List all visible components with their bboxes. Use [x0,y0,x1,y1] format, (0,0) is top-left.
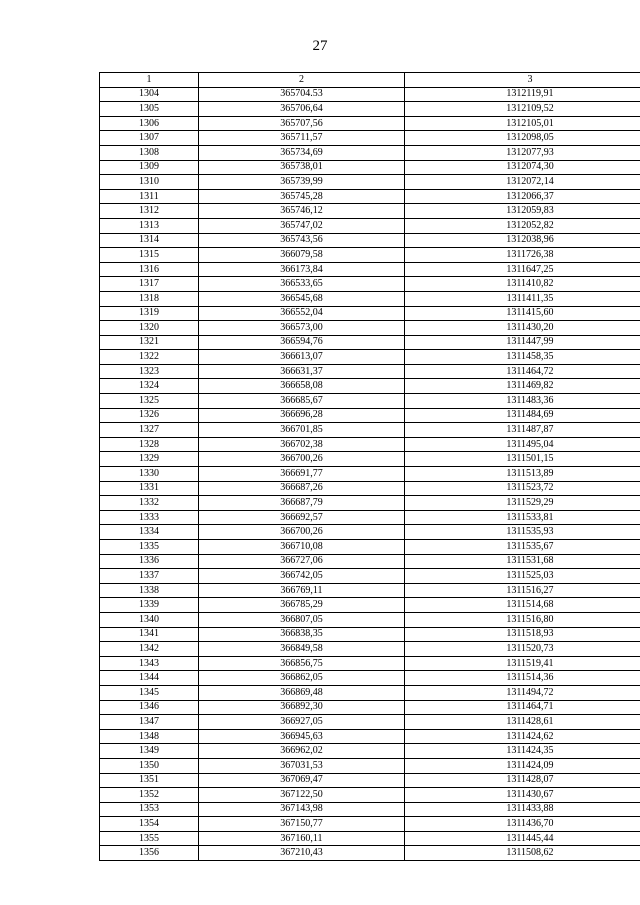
y-coordinate-cell: 1311458,35 [405,350,640,365]
x-coordinate-cell: 365734,69 [199,145,405,160]
y-coordinate-cell: 1311430,67 [405,788,640,803]
table-row [100,423,640,438]
y-coordinate-cell: 1312074,30 [405,160,640,175]
point-number-cell: 1355 [100,831,199,846]
point-number-cell: 1311 [100,189,199,204]
point-number-cell: 1319 [100,306,199,321]
table-row [100,525,640,540]
point-number-cell: 1317 [100,277,199,292]
table-row [100,350,640,365]
y-coordinate-cell: 1312109,52 [405,102,640,117]
x-coordinate-cell: 365711,57 [199,131,405,146]
y-coordinate-cell: 1311518,93 [405,627,640,642]
point-number-cell: 1309 [100,160,199,175]
table-row [100,160,640,175]
point-number-cell: 1316 [100,262,199,277]
point-number-cell: 1344 [100,671,199,686]
y-coordinate-cell: 1312105,01 [405,116,640,131]
table-row [100,131,640,146]
point-number-cell: 1327 [100,423,199,438]
x-coordinate-cell: 366173,84 [199,262,405,277]
x-coordinate-cell: 365743,56 [199,233,405,248]
point-number-cell: 1307 [100,131,199,146]
y-coordinate-cell: 1311494,72 [405,685,640,700]
table-row [100,715,640,730]
point-number-cell: 1353 [100,802,199,817]
x-coordinate-cell: 366692,57 [199,510,405,525]
table-row [100,729,640,744]
table-row [100,218,640,233]
y-coordinate-cell: 1312066,37 [405,189,640,204]
point-number-cell: 1334 [100,525,199,540]
column-header-2: 2 [199,73,405,88]
x-coordinate-cell: 366769,11 [199,583,405,598]
table-row [100,744,640,759]
point-number-cell: 1339 [100,598,199,613]
x-coordinate-cell: 366573,00 [199,321,405,336]
table-row [100,831,640,846]
table-row [100,204,640,219]
y-coordinate-cell: 1311424,62 [405,729,640,744]
point-number-cell: 1322 [100,350,199,365]
table-row [100,627,640,642]
x-coordinate-cell: 366807,05 [199,612,405,627]
point-number-cell: 1313 [100,218,199,233]
point-number-cell: 1342 [100,642,199,657]
point-number-cell: 1326 [100,408,199,423]
table-row [100,335,640,350]
table-body [100,87,640,860]
x-coordinate-cell: 366862,05 [199,671,405,686]
point-number-cell: 1304 [100,87,199,102]
table-row [100,700,640,715]
point-number-cell: 1349 [100,744,199,759]
y-coordinate-cell: 1311424,35 [405,744,640,759]
point-number-cell: 1321 [100,335,199,350]
y-coordinate-cell: 1311464,72 [405,364,640,379]
table-row [100,583,640,598]
point-number-cell: 1318 [100,291,199,306]
x-coordinate-cell: 366892,30 [199,700,405,715]
y-coordinate-cell: 1311514,68 [405,598,640,613]
y-coordinate-cell: 1311514,36 [405,671,640,686]
x-coordinate-cell: 365704.53 [199,87,405,102]
y-coordinate-cell: 1311647,25 [405,262,640,277]
y-coordinate-cell: 1311726,38 [405,248,640,263]
column-header-3: 3 [405,73,640,88]
x-coordinate-cell: 366785,29 [199,598,405,613]
point-number-cell: 1330 [100,467,199,482]
table-row [100,788,640,803]
y-coordinate-cell: 1311415,60 [405,306,640,321]
x-coordinate-cell: 366687,79 [199,496,405,511]
y-coordinate-cell: 1311428,07 [405,773,640,788]
x-coordinate-cell: 366869,48 [199,685,405,700]
x-coordinate-cell: 365746,12 [199,204,405,219]
point-number-cell: 1328 [100,437,199,452]
x-coordinate-cell: 366849,58 [199,642,405,657]
table-row [100,277,640,292]
y-coordinate-cell: 1311483,36 [405,394,640,409]
y-coordinate-cell: 1311445,44 [405,831,640,846]
x-coordinate-cell: 366613,07 [199,350,405,365]
table-row [100,291,640,306]
y-coordinate-cell: 1311501,15 [405,452,640,467]
y-coordinate-cell: 1312098,05 [405,131,640,146]
point-number-cell: 1354 [100,817,199,832]
y-coordinate-cell: 1312038,96 [405,233,640,248]
x-coordinate-cell: 366545,68 [199,291,405,306]
x-coordinate-cell: 366710,08 [199,540,405,555]
table-row [100,612,640,627]
x-coordinate-cell: 367143,98 [199,802,405,817]
x-coordinate-cell: 366962,02 [199,744,405,759]
point-number-cell: 1351 [100,773,199,788]
point-number-cell: 1325 [100,394,199,409]
x-coordinate-cell: 366696,28 [199,408,405,423]
point-number-cell: 1310 [100,175,199,190]
y-coordinate-cell: 1312077,93 [405,145,640,160]
y-coordinate-cell: 1312059,83 [405,204,640,219]
point-number-cell: 1312 [100,204,199,219]
y-coordinate-cell: 1312072,14 [405,175,640,190]
x-coordinate-cell: 366701,85 [199,423,405,438]
x-coordinate-cell: 365738,01 [199,160,405,175]
y-coordinate-cell: 1311436,70 [405,817,640,832]
y-coordinate-cell: 1311513,89 [405,467,640,482]
y-coordinate-cell: 1311529,29 [405,496,640,511]
table-row [100,846,640,861]
point-number-cell: 1305 [100,102,199,117]
table-row [100,671,640,686]
table-row [100,598,640,613]
y-coordinate-cell: 1312119,91 [405,87,640,102]
y-coordinate-cell: 1311464,71 [405,700,640,715]
point-number-cell: 1340 [100,612,199,627]
x-coordinate-cell: 366700,26 [199,525,405,540]
x-coordinate-cell: 367160,11 [199,831,405,846]
table-row [100,642,640,657]
table-row [100,481,640,496]
x-coordinate-cell: 366838,35 [199,627,405,642]
y-coordinate-cell: 1311469,82 [405,379,640,394]
y-coordinate-cell: 1311516,80 [405,612,640,627]
y-coordinate-cell: 1311531,68 [405,554,640,569]
table-row [100,116,640,131]
point-number-cell: 1306 [100,116,199,131]
y-coordinate-cell: 1311428,61 [405,715,640,730]
point-number-cell: 1338 [100,583,199,598]
table-row [100,233,640,248]
y-coordinate-cell: 1311535,93 [405,525,640,540]
y-coordinate-cell: 1311495,04 [405,437,640,452]
table-row [100,87,640,102]
table-row [100,145,640,160]
x-coordinate-cell: 366700,26 [199,452,405,467]
coordinates-table [99,72,640,861]
table-row [100,189,640,204]
point-number-cell: 1346 [100,700,199,715]
y-coordinate-cell: 1311533,81 [405,510,640,525]
point-number-cell: 1324 [100,379,199,394]
point-number-cell: 1308 [100,145,199,160]
x-coordinate-cell: 366702,38 [199,437,405,452]
y-coordinate-cell: 1311519,41 [405,656,640,671]
table-row [100,773,640,788]
table-row [100,262,640,277]
point-number-cell: 1356 [100,846,199,861]
table-row [100,510,640,525]
point-number-cell: 1323 [100,364,199,379]
table-row [100,248,640,263]
y-coordinate-cell: 1311411,35 [405,291,640,306]
table-row [100,569,640,584]
y-coordinate-cell: 1312052,82 [405,218,640,233]
table-row [100,540,640,555]
point-number-cell: 1333 [100,510,199,525]
y-coordinate-cell: 1311424,09 [405,758,640,773]
x-coordinate-cell: 366658,08 [199,379,405,394]
table-row [100,496,640,511]
x-coordinate-cell: 366079,58 [199,248,405,263]
y-coordinate-cell: 1311516,27 [405,583,640,598]
table-row [100,758,640,773]
y-coordinate-cell: 1311535,67 [405,540,640,555]
y-coordinate-cell: 1311487,87 [405,423,640,438]
x-coordinate-cell: 367150,77 [199,817,405,832]
x-coordinate-cell: 366552,04 [199,306,405,321]
point-number-cell: 1347 [100,715,199,730]
y-coordinate-cell: 1311410,82 [405,277,640,292]
table-row [100,175,640,190]
table-row [100,102,640,117]
x-coordinate-cell: 367069,47 [199,773,405,788]
y-coordinate-cell: 1311525,03 [405,569,640,584]
point-number-cell: 1320 [100,321,199,336]
y-coordinate-cell: 1311484,69 [405,408,640,423]
table-row [100,817,640,832]
point-number-cell: 1315 [100,248,199,263]
point-number-cell: 1345 [100,685,199,700]
y-coordinate-cell: 1311430,20 [405,321,640,336]
table-row [100,437,640,452]
table-row [100,467,640,482]
x-coordinate-cell: 365706,64 [199,102,405,117]
x-coordinate-cell: 366685,67 [199,394,405,409]
x-coordinate-cell: 366927,05 [199,715,405,730]
x-coordinate-cell: 367210,43 [199,846,405,861]
y-coordinate-cell: 1311520,73 [405,642,640,657]
x-coordinate-cell: 366727,06 [199,554,405,569]
x-coordinate-cell: 367031,53 [199,758,405,773]
point-number-cell: 1350 [100,758,199,773]
point-number-cell: 1341 [100,627,199,642]
x-coordinate-cell: 367122,50 [199,788,405,803]
x-coordinate-cell: 366687,26 [199,481,405,496]
point-number-cell: 1332 [100,496,199,511]
point-number-cell: 1352 [100,788,199,803]
point-number-cell: 1336 [100,554,199,569]
y-coordinate-cell: 1311433,88 [405,802,640,817]
x-coordinate-cell: 366631,37 [199,364,405,379]
table-row [100,379,640,394]
table-row [100,321,640,336]
x-coordinate-cell: 365739,99 [199,175,405,190]
x-coordinate-cell: 365745,28 [199,189,405,204]
point-number-cell: 1337 [100,569,199,584]
point-number-cell: 1331 [100,481,199,496]
table-row [100,394,640,409]
table-row [100,656,640,671]
table-row [100,802,640,817]
point-number-cell: 1343 [100,656,199,671]
table-row [100,685,640,700]
x-coordinate-cell: 365707,56 [199,116,405,131]
table-row [100,452,640,467]
x-coordinate-cell: 366594,76 [199,335,405,350]
table-row [100,408,640,423]
point-number-cell: 1314 [100,233,199,248]
y-coordinate-cell: 1311508,62 [405,846,640,861]
x-coordinate-cell: 366856,75 [199,656,405,671]
page-number: 27 [312,38,328,54]
point-number-cell: 1348 [100,729,199,744]
x-coordinate-cell: 365747,02 [199,218,405,233]
table-row [100,306,640,321]
column-header-1: 1 [100,73,199,88]
x-coordinate-cell: 366945,63 [199,729,405,744]
point-number-cell: 1335 [100,540,199,555]
y-coordinate-cell: 1311523,72 [405,481,640,496]
x-coordinate-cell: 366533,65 [199,277,405,292]
table-row [100,554,640,569]
x-coordinate-cell: 366691,77 [199,467,405,482]
x-coordinate-cell: 366742,05 [199,569,405,584]
point-number-cell: 1329 [100,452,199,467]
table-row [100,364,640,379]
y-coordinate-cell: 1311447,99 [405,335,640,350]
table-header-row [100,73,640,88]
